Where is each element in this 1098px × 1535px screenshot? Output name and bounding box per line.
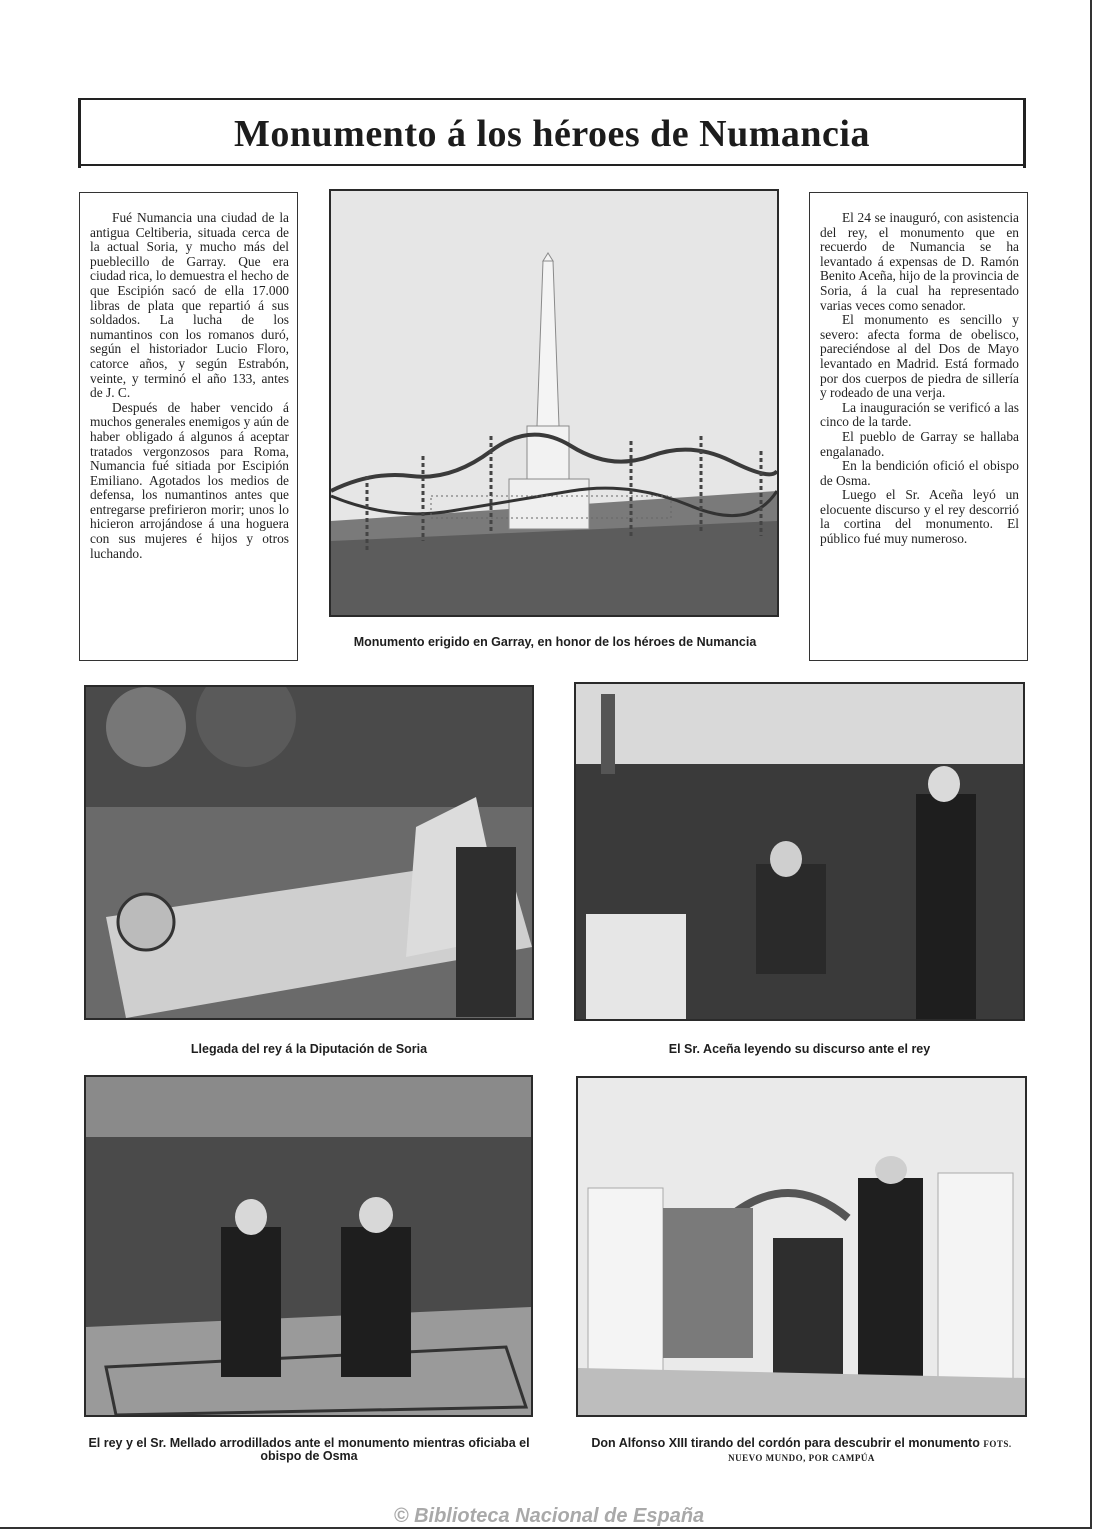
left-text-column — [79, 192, 298, 661]
caption-main-photo: Monumento erigido en Garray, en honor de los héroes de Numancia — [353, 635, 757, 649]
right-paragraph-5: En la bendición ofició el obispo de Osma. — [820, 458, 1019, 488]
title-box — [78, 98, 1026, 166]
photo-acena-speech — [574, 682, 1025, 1021]
caption-photo-3: El rey y el Sr. Mellado arrodillados ante el monumento mientras oficiaba el obispo de Osma — [88, 1436, 530, 1463]
right-paragraph-4: El pueblo de Garray se hallaba engalanado. — [820, 428, 1019, 459]
caption-photo-4-text: Don Alfonso XIII tirando del cordón para descubrir el monumento — [591, 1436, 980, 1450]
caption-photo-2: El Sr. Aceña leyendo su discurso ante el rey — [668, 1042, 931, 1056]
photo-credit: FOTS. NUEVO MUNDO, POR CAMPÚA — [728, 1439, 1012, 1463]
caption-photo-4 — [576, 1437, 1027, 1465]
footer-copyright: © Biblioteca Nacional de España — [393, 1505, 705, 1527]
right-paragraph-3: La inauguración se verificó a las cinco de la tarde. — [820, 399, 1019, 430]
right-text-column — [809, 192, 1028, 661]
right-paragraph-6: Luego el Sr. Aceña leyó un elocuente discurso y el rey descorrió la cortina del monumento. El público fué muy numeroso. — [820, 487, 1019, 547]
page-border-right — [1090, 0, 1092, 1528]
caption-photo-1: Llegada del rey á la Diputación de Soria — [190, 1042, 428, 1056]
left-paragraph-2: Después de haber vencido á muchos generales enemigos y aún de haber obligado á algunos á aceptar tratados vergonzosos para Roma, Numancia fué sitiada por Escipión Emiliano. Agotados los medios de defensa, los numantinos antes que entregarse prefirieron morir; unos lo hicieron arrojándose á una hoguera con sus mujeres é hijos y otros luchando. — [90, 399, 289, 561]
page-title: Monumento á los héroes de Numancia — [234, 113, 870, 155]
photo-king-arrival — [84, 685, 534, 1020]
right-paragraph-1: El 24 se inauguró, con asistencia del rey, el monumento que en recuerdo de Numancia se ha levantado á expensas de D. Ramón Benito Aceña, hijo de la provincia de Soria, á la cual ha representado varias veces como senador. — [820, 210, 1019, 313]
photo-monument-garray — [329, 189, 779, 617]
left-paragraph-1: Fué Numancia una ciudad de la antigua Celtiberia, situada cerca de la actual Soria, y mucho más del pueblecillo de Garray. Que era ciudad rica, lo demuestra el hecho de que Escipión sacó de ella 17.000 libras de plata que repartió á sus soldados. La lucha de los numantinos con los romanos duró, según el historiador Lucio Floro, catorce años, y según Estrabón, veinte, y terminó el año 133, antes de J. C. — [90, 210, 289, 401]
right-paragraph-2: El monumento es sencillo y severo: afecta forma de obelisco, pareciéndose al del Dos de Mayo levantado en Madrid. Está formado por dos cuerpos de piedra de sillería y rodeado de una verja. — [820, 312, 1019, 401]
photo-king-kneeling — [84, 1075, 533, 1417]
photo-alfonso-unveiling — [576, 1076, 1027, 1417]
